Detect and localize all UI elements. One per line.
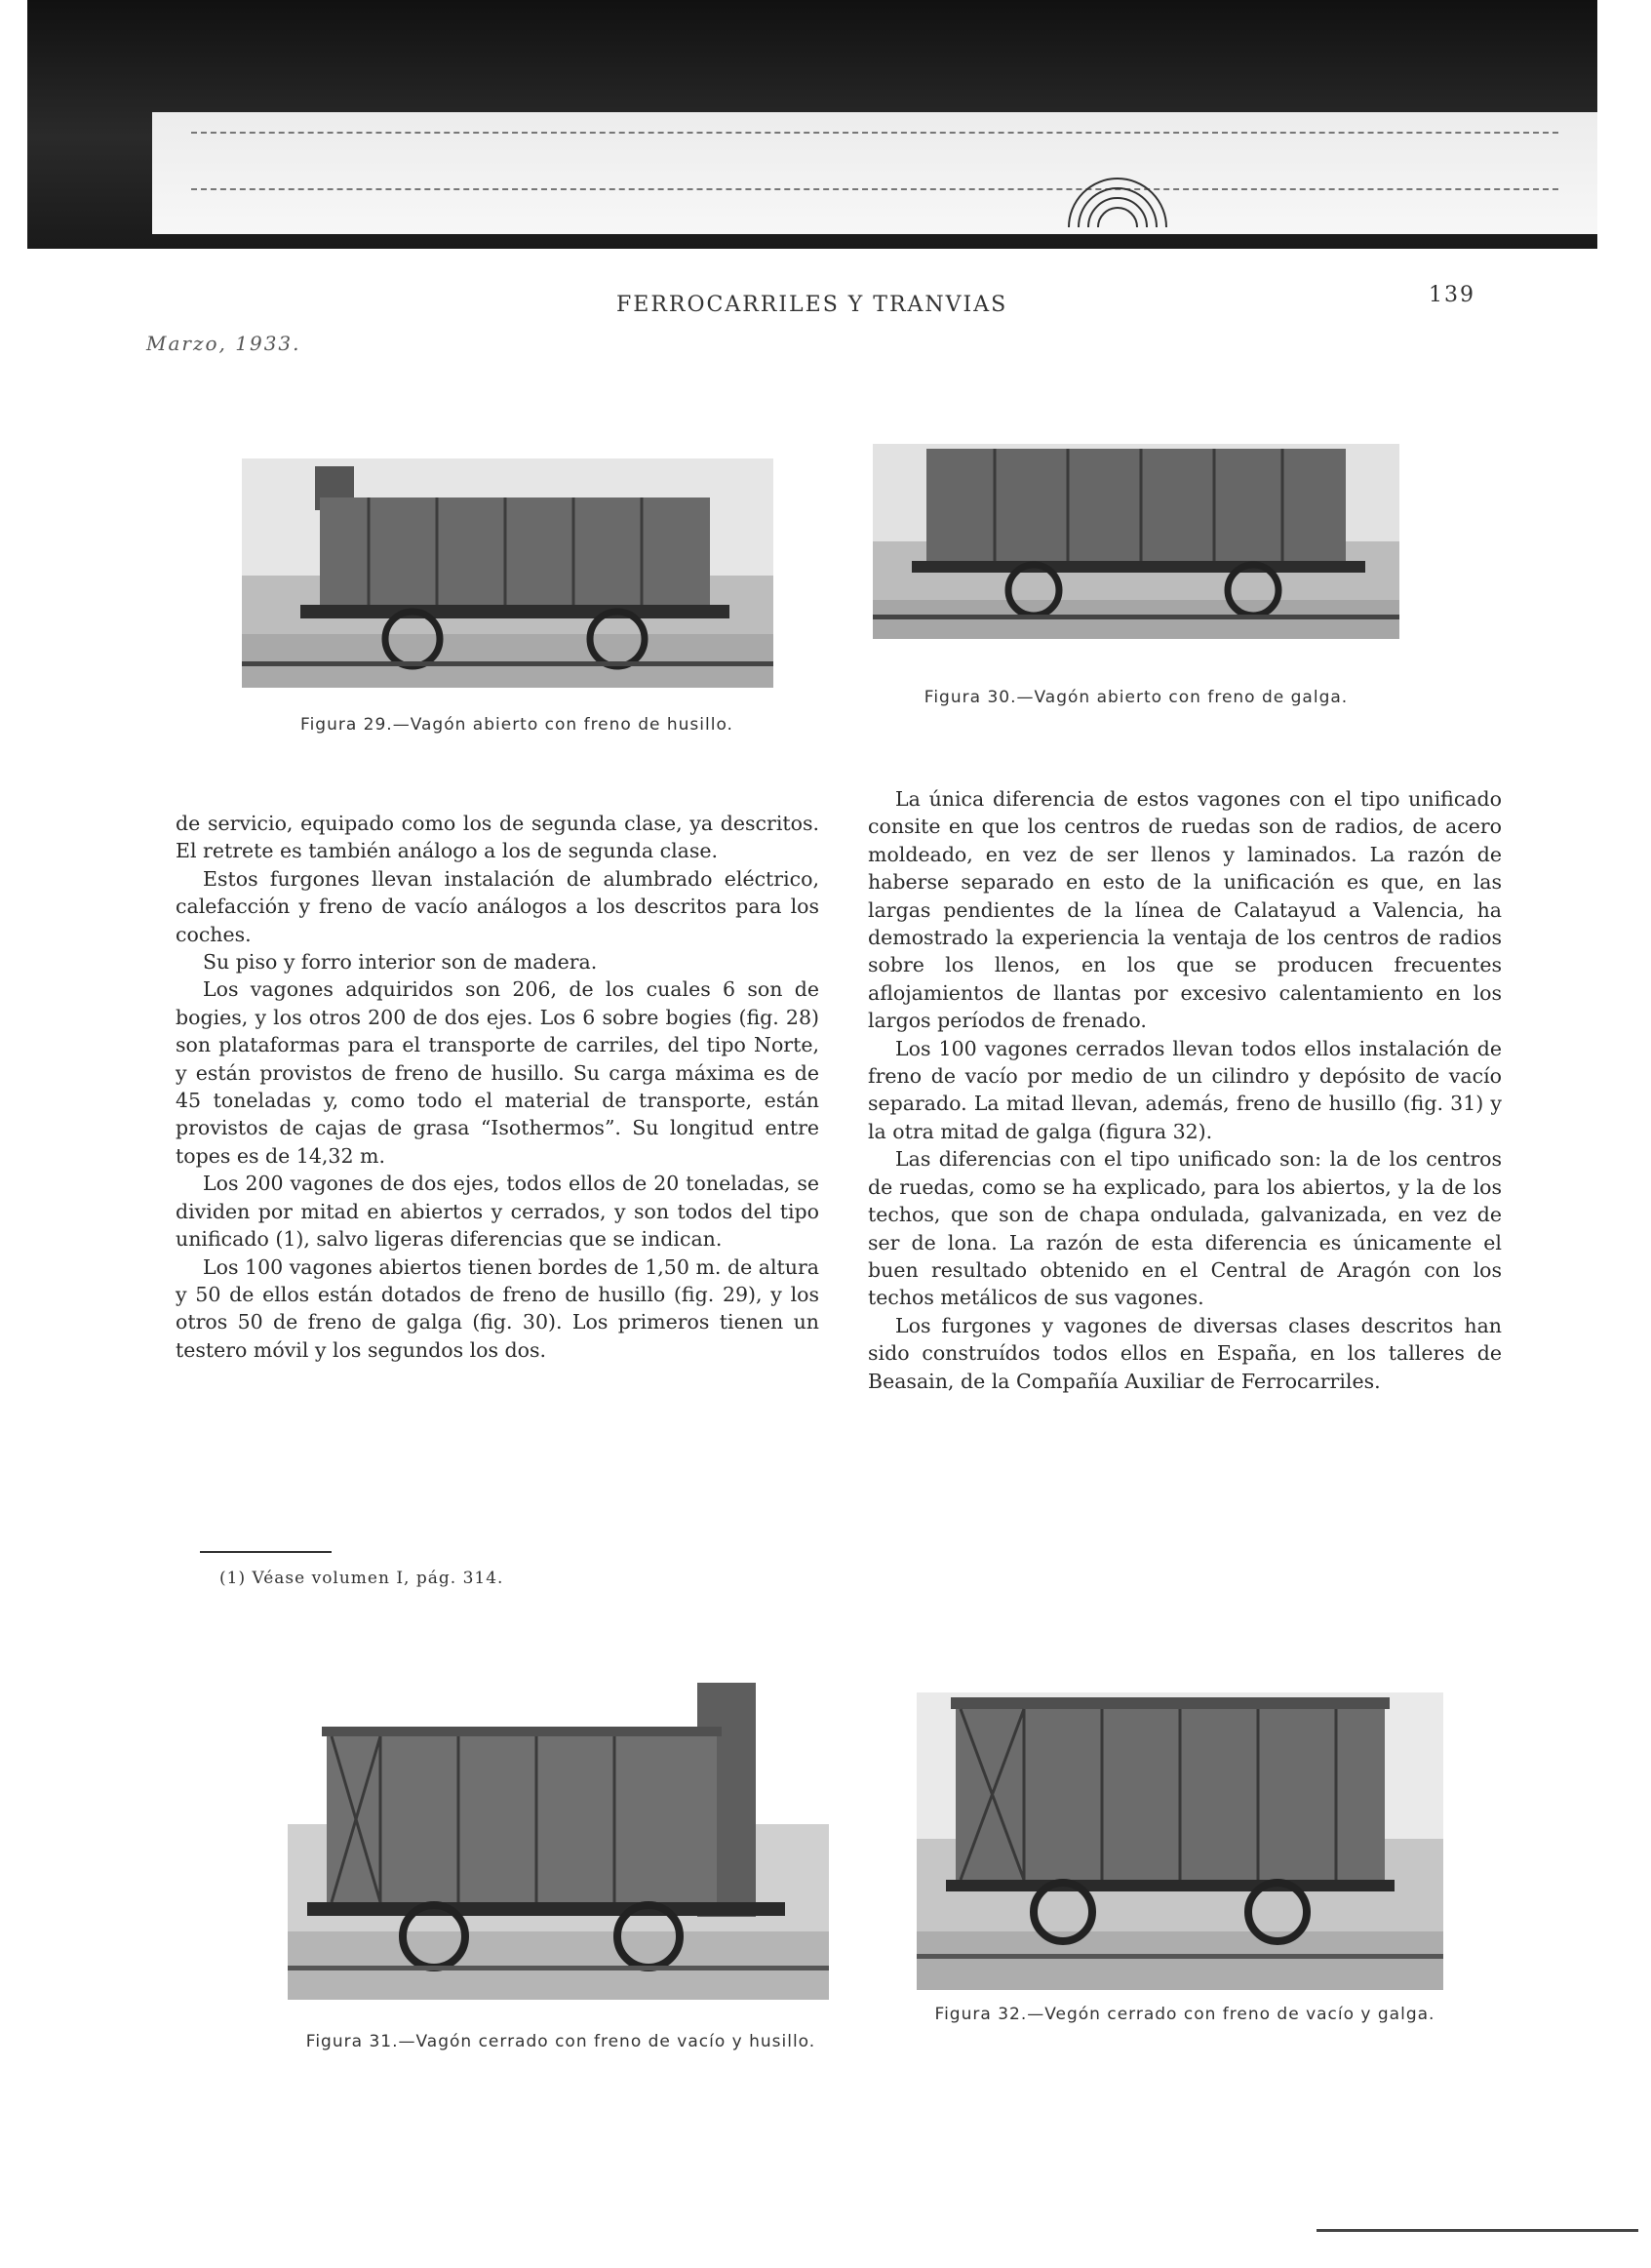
paragraph: Las diferencias con el tipo unificado son: la de los centros de ruedas, como se ha explicado, para los abiertos, y la de los techos, que son de chapa ondulada, galvanizada, en vez de ser de lona. La razón de esta diferencia es únicamente el buen resultado obtenido en el Central de Aragón con los techos metálicos de sus vagones. xyxy=(868,1147,1502,1310)
paragraph: Los furgones y vagones de diversas clases descritos han sido construídos todos ellos en España, en los talleres de Beasain, de la Compañía Auxiliar de Ferrocarriles. xyxy=(868,1313,1502,1393)
page-number: 139 xyxy=(1429,283,1475,307)
paragraph: Los vagones adquiridos son 206, de los cuales 6 son de bogies, y los otros 200 de dos ejes. Los 6 sobre bogies (fig. 28) son plataformas para el transporte de carriles, del tipo Norte, y están provistos de freno de husillo. Su carga máxima es de 45 toneladas y, como todo el material de transporte, están provistos de cajas de grasa “Isothermos”. Su longitud entre topes es de 14,32 m. xyxy=(176,977,819,1168)
paragraph: de servicio, equipado como los de segunda clase, ya descritos. El retrete es también análogo a los de segunda clase. xyxy=(176,812,819,863)
open-wagon-illustration xyxy=(873,444,1399,639)
photo-figure-31 xyxy=(288,1678,829,2000)
photo-figure-30 xyxy=(873,444,1399,639)
journal-title: FERROCARRILES Y TRANVIAS xyxy=(616,293,1008,317)
scan-border-top xyxy=(27,0,1597,249)
caption-figure-31: Figura 31.—Vagón cerrado con freno de vacío y husillo. xyxy=(305,2032,816,2051)
sunburst-ornament xyxy=(1049,151,1186,229)
footnote-rule xyxy=(200,1551,332,1553)
photo-figure-32 xyxy=(917,1692,1443,1990)
scan-dash-line xyxy=(191,132,1558,134)
caption-figure-32: Figura 32.—Vegón cerrado con freno de vacío y galga. xyxy=(934,2005,1435,2024)
covered-wagon-illustration xyxy=(917,1692,1443,1990)
paragraph: La única diferencia de estos vagones con el tipo unificado consite en que los centros de ruedas son de radios, de acero moldeado, en vez de ser llenos y laminados. La razón de haberse separado en esto de la unificación es que, en las largas pendientes de la línea de Calatayud a Valencia, ha demostrado la experiencia la ventaja de los centros de radios sobre los llenos, en los que se producen frecuentes aflojamientos de llantas por excesivo calentamiento en los largos períodos de frenado. xyxy=(868,787,1502,1033)
open-wagon-illustration xyxy=(242,458,773,688)
issue-date: Marzo, 1933. xyxy=(146,332,301,355)
caption-figure-29: Figura 29.—Vagón abierto con freno de husillo. xyxy=(300,715,733,735)
paragraph: Los 100 vagones cerrados llevan todos ellos instalación de freno de vacío por medio de un cilindro y depósito de vacío separado. La mitad llevan, además, freno de husillo (fig. 31) y la otra mitad de galga (figura 32). xyxy=(868,1036,1502,1143)
scan-page-edge xyxy=(152,112,1597,234)
caption-figure-30: Figura 30.—Vagón abierto con freno de galga. xyxy=(924,688,1349,707)
paragraph: Estos furgones llevan instalación de alumbrado eléctrico, calefacción y freno de vacío análogos a los descritos para los coches. xyxy=(176,866,819,946)
covered-wagon-illustration xyxy=(288,1678,829,2000)
paragraph: Los 100 vagones abiertos tienen bordes de 1,50 m. de altura y 50 de ellos están dotados de freno de husillo (fig. 29), y los otros 50 de freno de galga (fig. 30). Los primeros tienen un testero móvil y los segundos los dos. xyxy=(176,1254,819,1362)
footnote: (1) Véase volumen I, pág. 314. xyxy=(219,1569,504,1588)
left-column xyxy=(176,810,819,1364)
scan-bottom-rule xyxy=(1317,2229,1638,2232)
paragraph: Su piso y forro interior son de madera. xyxy=(203,950,598,975)
right-column xyxy=(868,785,1502,1395)
scan-dash-line xyxy=(191,188,1558,190)
paragraph: Los 200 vagones de dos ejes, todos ellos de 20 toneladas, se dividen por mitad en abiertos y cerrados, y son todos del tipo unificado (1), salvo ligeras diferencias que se indican. xyxy=(176,1172,819,1252)
photo-figure-29 xyxy=(242,458,773,688)
